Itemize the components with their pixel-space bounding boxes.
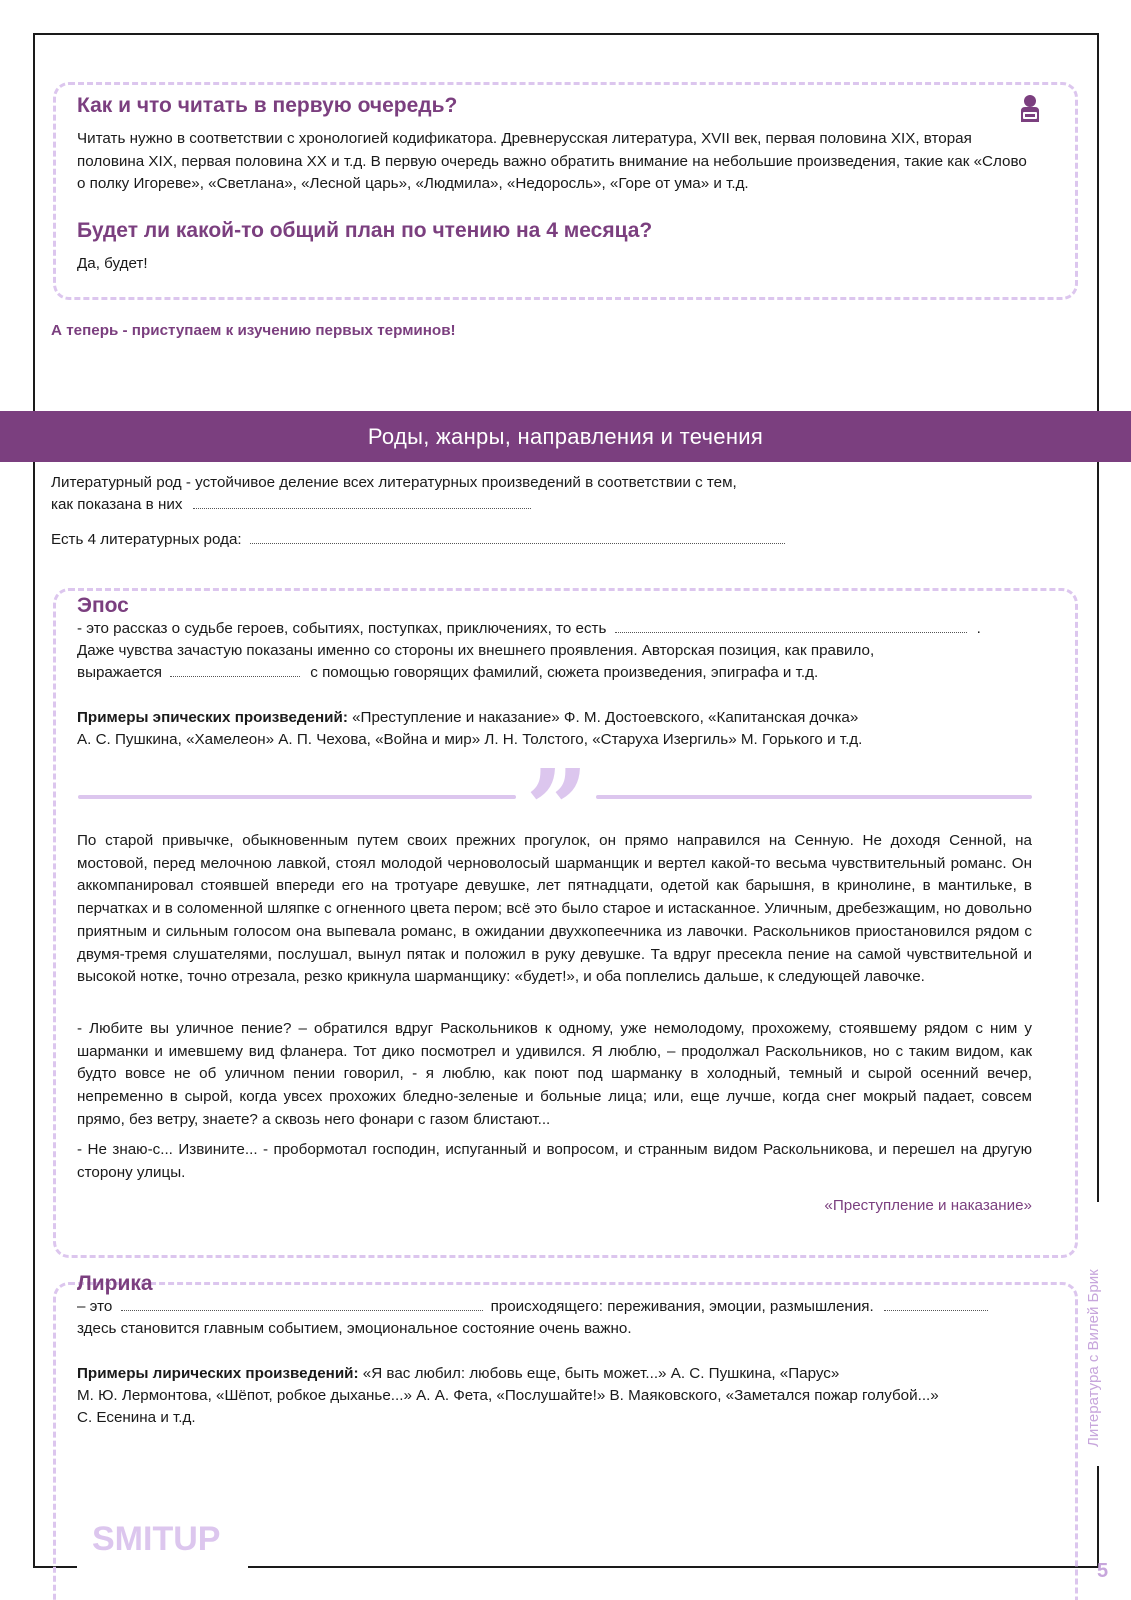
frame-line [33,462,35,1568]
side-caption: Литература с Вилей Брик [1085,1269,1102,1447]
intro-cta: А теперь - приступаем к изучению первых терминов! [51,322,456,339]
smitup-logo [92,1506,242,1566]
epos-title: Эпос [77,594,129,617]
blank-line [193,496,531,509]
blank-line [250,531,785,544]
faq-answer-1: Читать нужно в соответствии с хронологией кодификатора. Древнерусская литература, XVII век, первая половина XIX, вторая половина XIX, первая половина XX и т.д. В первую очередь важно обратить внимание на небольшие произведения, такие как «Слово о полку Игореве», «Светлана», «Лесной царь», «Людмила», «Недоросль», «Горе от ума» и т.д. [77,130,1027,193]
quote-mark-icon: ” [525,745,589,874]
frame-line [1097,33,1099,411]
section-banner: Роды, жанры, направления и течения [0,411,1131,462]
reader-icon [1019,94,1041,124]
epos-examples-line-2: А. С. Пушкина, «Хамелеон» А. П. Чехова, «Война и мир» Л. Н. Толстого, «Старуха Изергиль» М. Горького и т.д. [77,731,863,748]
blank-line [884,1298,988,1311]
page-number: 5 [1097,1560,1109,1582]
lyrics-line-1: – это происходящего: переживания, эмоции, размышления. [77,1296,1037,1319]
definition-line-2: как показана в них [51,494,531,517]
lyrics-examples-line-2: М. Ю. Лермонтова, «Шёпот, робкое дыханье...» А. А. Фета, «Послушайте!» В. Маяковского, «Заметался пожар голубой...» [77,1387,939,1404]
epos-line-1: - это рассказ о судьбе героев, событиях, поступках, приключениях, то есть . [77,620,981,637]
lyrics-title: Лирика [77,1272,153,1295]
lyrics-line-2: здесь становится главным событием, эмоциональное состояние очень важно. [77,1320,632,1337]
frame-line [1097,462,1099,1202]
quote-divider-left [78,795,516,799]
quote-divider-right [596,795,1032,799]
blank-line [170,664,300,677]
frame-line [33,33,1099,35]
blank-line [615,620,967,633]
epos-line-3: выражается с помощью говорящих фамилий, сюжета произведения, эпиграфа и т.д. [77,664,819,681]
quote-paragraph-2: - Любите вы уличное пение? – обратился вдруг Раскольников к одному, уже немолодому, прохожему, стоявшему рядом с ним у шарманки и имевшему вид фланера. Тот дико посмотрел и удивился. Я люблю, – продолжал Раскольников, но с таким видом, как будто вовсе не об уличном пении говорил, - я люблю, как поют под шарманку в холодный, темный и сырой осенний вечер, непременно в сырой, когда увсех прохожих бледно-зеленые и больные лица; или, еще лучше, когда снег мокрый падает, совсем прямо, без ветру, знаете? а сквозь него фонари с газом блистают... [77,1020,1032,1128]
blank-line [121,1298,483,1311]
quote-paragraph-3: - Не знаю-с... Извините... - пробормотал господин, испуганный и вопросом, и странным видом Раскольникова, и перешел на другую сторону улицы. [77,1141,1032,1181]
lyrics-examples-line-3: С. Есенина и т.д. [77,1409,196,1426]
lyrics-examples-line-1: Примеры лирических произведений: «Я вас любил: любовь еще, быть может...» А. С. Пушкина, «Парус» [77,1365,840,1382]
epos-examples-line-1: Примеры эпических произведений: «Преступление и наказание» Ф. М. Достоевского, «Капитанская дочка» [77,709,859,726]
definition-line-3: Есть 4 литературных рода: [51,529,785,552]
faq-question-1-title: Как и что читать в первую очередь? [77,94,458,117]
frame-line [33,33,35,411]
epos-line-2: Даже чувства зачастую показаны именно со стороны их внешнего проявления. Авторская позиция, как правило, [77,642,875,659]
quote-paragraph-1: По старой привычке, обыкновенным путем своих прежних прогулок, он прямо направился на Сенную. Не доходя Сенной, на мостовой, перед мелочною лавкой, стоял молодой черноволосый шарманщик и вертел какой-то весьма чувствительный романс. Он аккомпанировал стоявшей впереди его на тротуаре девушке, лет пятнадцати, одетой как барышня, в кринолине, в мантильке, в перчатках и в соломенной шляпке с огненного цвета пером; всё это было старое и истасканное. Уличным, дребезжащим, но довольно приятным и сильным голосом она выпевала романс, в ожидании двухкопеечника из лавочки. Раскольников приостановился рядом с двумя-тремя слушателями, послушал, вынул пятак и положил в руку девушке. Та вдруг пресекла пение на самой чувствительной и высокой нотке, точно отрезала, резко крикнула шарманщику: «будет!», и оба поплелись дальше, к следующей лавочке. [77,832,1032,986]
definition-line-1: Литературный род - устойчивое деление всех литературных произведений в соответствии с тем, [51,474,737,491]
faq-answer-2: Да, будет! [77,255,148,272]
quote-source: «Преступление и наказание» [824,1197,1032,1214]
frame-line [1097,1466,1099,1568]
faq-question-2-title: Будет ли какой-то общий план по чтению на 4 месяца? [77,219,653,242]
logo-text: SMITUP [92,1520,221,1558]
